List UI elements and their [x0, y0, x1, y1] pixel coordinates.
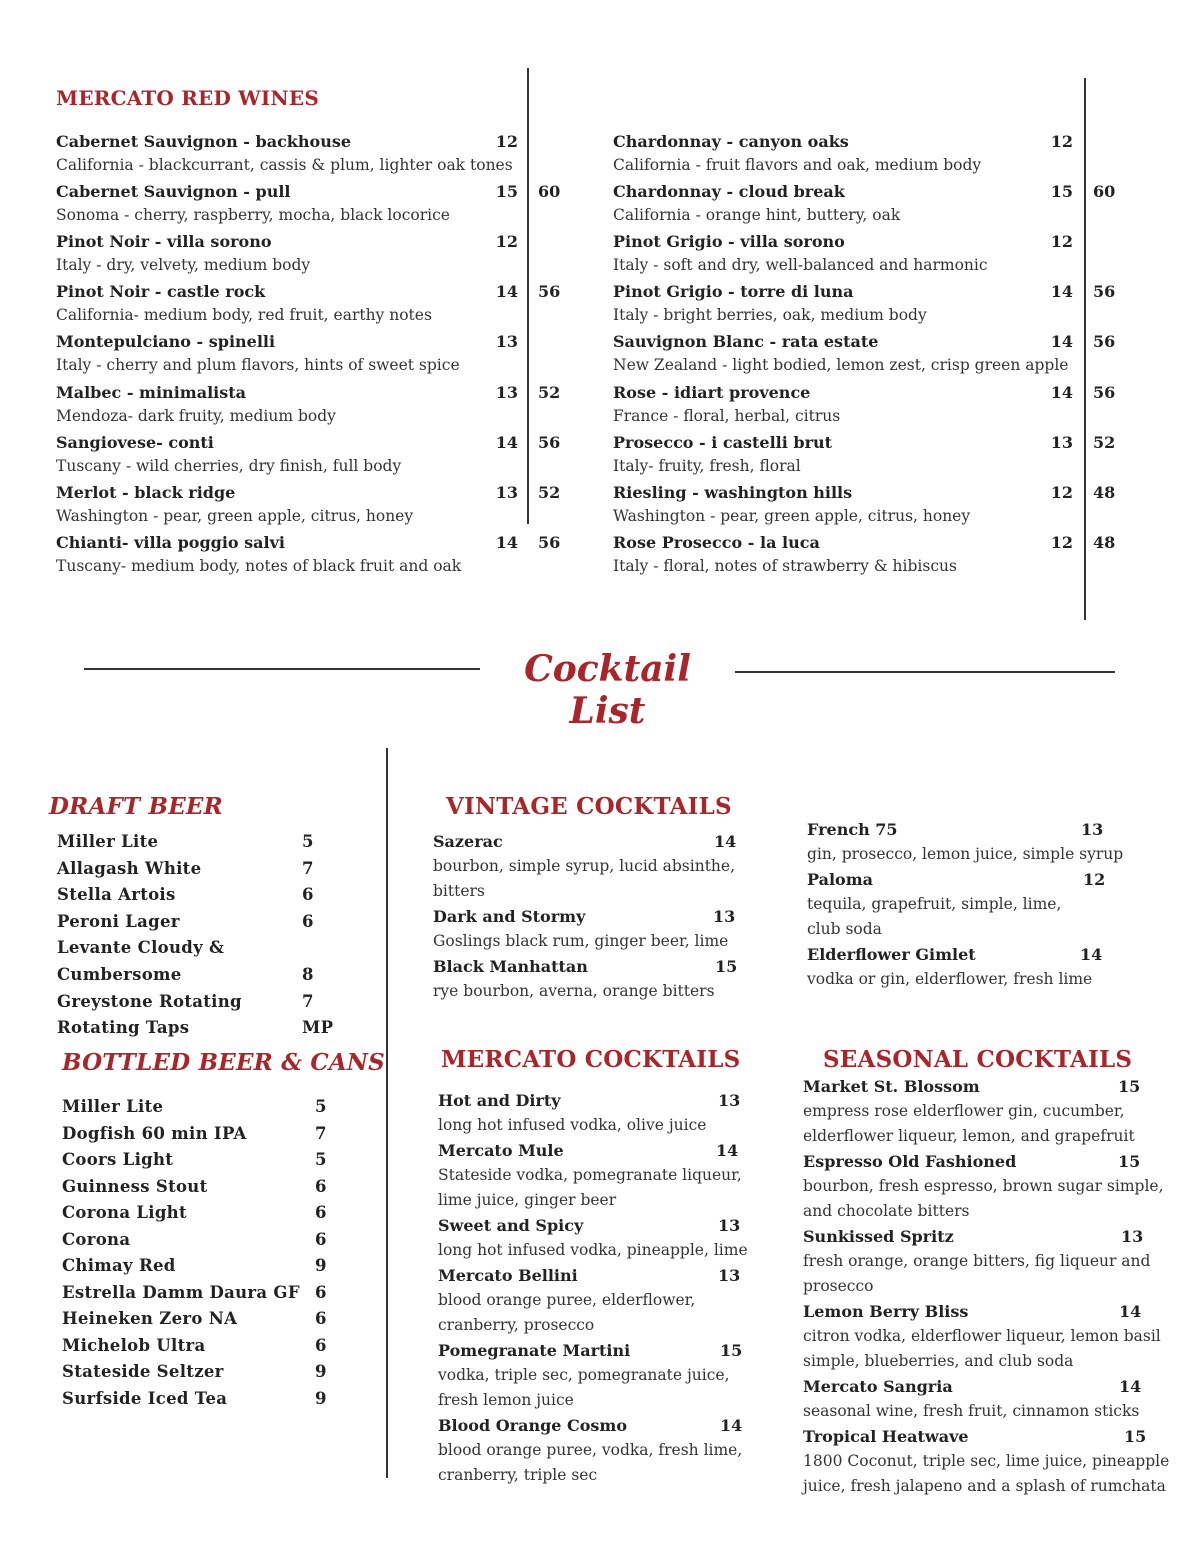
beer-name: Heineken Zero NA [62, 1309, 238, 1328]
cocktail-description: lime juice, ginger beer [438, 1191, 617, 1209]
wine-bottle-price: 48 [1093, 482, 1116, 502]
cocktail-description: bitters [433, 882, 485, 900]
wine-glass-price: 14 [1050, 332, 1073, 352]
beer-name: Miller Lite [62, 1097, 164, 1116]
wine-description: Italy - bright berries, oak, medium body [613, 306, 927, 325]
wine-description: France - floral, herbal, citrus [613, 406, 841, 425]
wine-glass-price: 13 [495, 332, 518, 352]
cocktail-description: Stateside vodka, pomegranate liqueur, [438, 1166, 742, 1184]
wine-glass-price: 14 [495, 282, 518, 302]
cocktail-name: Blood Orange Cosmo [438, 1416, 628, 1435]
wine-bottle-price: 56 [1093, 382, 1116, 402]
wine-name: Pinot Grigio - villa sorono [613, 232, 845, 252]
wine-bottle-price: 56 [1093, 332, 1116, 352]
cocktail-description: fresh orange, orange bitters, fig liqueur and [803, 1252, 1151, 1270]
cocktail-name: Sazerac [433, 832, 503, 851]
wine-glass-price: 15 [495, 182, 518, 202]
cocktail-price: 15 [715, 957, 738, 976]
wine-description: New Zealand - light bodied, lemon zest, crisp green apple [613, 356, 1069, 375]
beer-price: 6 [315, 1309, 327, 1328]
beer-name: Michelob Ultra [62, 1335, 206, 1355]
bottled-beer-title: BOTTLED BEER & CANS [62, 1049, 385, 1076]
beer-price: 9 [315, 1362, 327, 1381]
wine-name: Chardonnay - canyon oaks [613, 132, 849, 151]
mercato-cocktails-title: MERCATO COCKTAILS [441, 1046, 741, 1073]
wine-glass-price: 12 [1050, 482, 1073, 502]
wine-name: Sauvignon Blanc - rata estate [613, 332, 879, 352]
cocktail-description: vodka, triple sec, pomegranate juice, [438, 1366, 730, 1384]
wine-name: Montepulciano - spinelli [56, 332, 276, 352]
wine-glass-price: 15 [1050, 182, 1073, 202]
cocktail-price: 15 [720, 1341, 743, 1360]
beer-name: Chimay Red [62, 1256, 176, 1275]
cocktail-price: 13 [1081, 820, 1104, 839]
wine-description: Washington - pear, green apple, citrus, honey [613, 506, 971, 525]
wine-glass-price: 12 [1050, 132, 1073, 151]
beer-name: Cumbersome [57, 965, 182, 984]
red-wines-title: MERCATO RED WINES [56, 86, 319, 110]
cocktail-description: tequila, grapefruit, simple, lime, [807, 895, 1062, 913]
wine-name: Pinot Grigio - torre di luna [613, 282, 854, 302]
wine-glass-price: 12 [1050, 532, 1073, 552]
beer-name: Allagash White [57, 858, 202, 878]
cocktail-description: cranberry, triple sec [438, 1466, 598, 1484]
wine-description: Tuscany - wild cherries, dry finish, full body [56, 456, 402, 475]
beer-name: Coors Light [62, 1150, 174, 1169]
beer-price: 7 [302, 991, 314, 1011]
wine-description: Washington - pear, green apple, citrus, honey [56, 506, 414, 525]
beer-price: 6 [315, 1203, 327, 1222]
wine-glass-price: 12 [495, 232, 518, 252]
cocktail-description: bourbon, fresh espresso, brown sugar simple, [803, 1177, 1164, 1195]
cocktail-description: rye bourbon, averna, orange bitters [433, 982, 715, 1000]
wine-name: Cabernet Sauvignon - pull [56, 182, 291, 202]
wine-bottle-price: 52 [1093, 432, 1116, 452]
wine-divider-right [1084, 78, 1086, 620]
cocktail-name: Tropical Heatwave [803, 1427, 969, 1446]
beer-price: 6 [315, 1229, 327, 1249]
beer-name: Surfside Iced Tea [62, 1388, 228, 1408]
cocktail-name: Hot and Dirty [438, 1091, 561, 1110]
cocktail-name: French 75 [807, 820, 898, 839]
draft-beer-title: DRAFT BEER [49, 793, 223, 820]
cocktail-price: 14 [1119, 1302, 1142, 1321]
cocktail-description: prosecco [803, 1277, 874, 1295]
beer-price: 9 [315, 1388, 327, 1408]
cocktail-description: vodka or gin, elderflower, fresh lime [807, 970, 1093, 988]
cocktail-name: Paloma [807, 870, 874, 889]
cocktail-name: Mercato Sangria [803, 1377, 953, 1396]
cocktail-name: Pomegranate Martini [438, 1341, 631, 1360]
beer-price: 7 [302, 858, 314, 878]
wine-bottle-price: 60 [1093, 182, 1116, 202]
beer-price: 7 [315, 1123, 327, 1143]
cocktail-name: Dark and Stormy [433, 907, 586, 926]
wine-description: California - orange hint, buttery, oak [613, 206, 901, 225]
cocktail-price: 13 [1121, 1227, 1144, 1246]
wine-description: Tuscany- medium body, notes of black fruit and oak [56, 556, 462, 575]
cocktail-name: Black Manhattan [433, 957, 588, 976]
wine-name: Merlot - black ridge [56, 482, 236, 502]
cocktail-price: 14 [720, 1416, 743, 1435]
beer-name: Guinness Stout [62, 1176, 208, 1196]
cocktail-description: gin, prosecco, lemon juice, simple syrup [807, 845, 1124, 863]
cocktail-price: 14 [714, 832, 737, 851]
wine-name: Sangiovese- conti [56, 432, 214, 452]
wine-name: Rose - idiart provence [613, 382, 811, 402]
cocktail-name: Market St. Blossom [803, 1077, 980, 1096]
beer-name: Corona [62, 1229, 131, 1249]
beer-name: Estrella Damm Daura GF [62, 1282, 300, 1302]
beer-name: Stella Artois [57, 885, 176, 905]
wine-glass-price: 13 [495, 382, 518, 402]
wine-name: Pinot Noir - villa sorono [56, 232, 272, 252]
cocktail-description: juice, fresh jalapeno and a splash of rumchata [803, 1477, 1166, 1495]
beer-name: Dogfish 60 min IPA [62, 1123, 247, 1143]
beer-price: 6 [315, 1335, 327, 1355]
wine-glass-price: 14 [1050, 282, 1073, 302]
cocktail-description: and chocolate bitters [803, 1202, 970, 1220]
beer-price: MP [302, 1018, 334, 1038]
cocktail-description: bourbon, simple syrup, lucid absinthe, [433, 857, 736, 875]
beer-name: Miller Lite [57, 832, 159, 851]
cocktail-name: Sunkissed Spritz [803, 1227, 954, 1246]
cocktail-list-title: Cocktail List [524, 648, 691, 732]
vintage-cocktails-title: VINTAGE COCKTAILS [446, 793, 732, 820]
beer-name: Peroni Lager [57, 911, 180, 931]
beer-divider [386, 748, 388, 1478]
cocktail-name: Elderflower Gimlet [807, 945, 976, 964]
cocktail-description: long hot infused vodka, pineapple, lime [438, 1241, 748, 1259]
wine-description: Italy - floral, notes of strawberry & hibiscus [613, 556, 957, 575]
wine-glass-price: 14 [1050, 382, 1073, 402]
cocktail-rule-right [735, 671, 1115, 673]
wine-bottle-price: 56 [538, 532, 561, 552]
beer-price: 5 [315, 1097, 327, 1116]
cocktail-description: empress rose elderflower gin, cucumber, [803, 1102, 1125, 1120]
cocktail-price: 14 [1119, 1377, 1142, 1396]
wine-description: Italy - soft and dry, well-balanced and harmonic [613, 256, 988, 275]
wine-description: Mendoza- dark fruity, medium body [56, 406, 336, 425]
cocktail-description: citron vodka, elderflower liqueur, lemon basil [803, 1327, 1161, 1345]
wine-glass-price: 12 [1050, 232, 1073, 252]
beer-price: 6 [315, 1282, 327, 1302]
wine-bottle-price: 52 [538, 382, 561, 402]
beer-name: Rotating Taps [57, 1018, 190, 1038]
wine-name: Malbec - minimalista [56, 382, 246, 402]
cocktail-description: club soda [807, 920, 882, 938]
cocktail-price: 13 [713, 907, 736, 926]
wine-divider-left [527, 68, 529, 524]
wine-bottle-price: 52 [538, 482, 561, 502]
cocktail-description: blood orange puree, vodka, fresh lime, [438, 1441, 743, 1459]
wine-bottle-price: 56 [538, 282, 561, 302]
wine-glass-price: 12 [495, 132, 518, 151]
wine-name: Pinot Noir - castle rock [56, 282, 266, 302]
cocktail-price: 13 [718, 1216, 741, 1235]
cocktail-name: Espresso Old Fashioned [803, 1152, 1017, 1171]
beer-price: 9 [315, 1256, 327, 1275]
wine-bottle-price: 56 [1093, 282, 1116, 302]
cocktail-description: blood orange puree, elderflower, [438, 1291, 696, 1309]
cocktail-price: 15 [1118, 1077, 1141, 1096]
wine-bottle-price: 56 [538, 432, 561, 452]
wine-glass-price: 14 [495, 532, 518, 552]
beer-price: 5 [302, 832, 314, 851]
beer-name: Corona Light [62, 1203, 187, 1222]
beer-name: Levante Cloudy & [57, 938, 225, 958]
beer-name: Greystone Rotating [57, 991, 242, 1011]
cocktail-price: 13 [718, 1091, 741, 1110]
cocktail-price: 14 [716, 1141, 739, 1160]
cocktail-name: Sweet and Spicy [438, 1216, 584, 1235]
cocktail-description: fresh lemon juice [438, 1391, 574, 1409]
cocktail-description: seasonal wine, fresh fruit, cinnamon sticks [803, 1402, 1140, 1420]
wine-description: California - blackcurrant, cassis & plum, lighter oak tones [56, 156, 513, 174]
wine-glass-price: 14 [495, 432, 518, 452]
cocktail-rule-left [84, 668, 480, 670]
beer-price: 8 [302, 965, 314, 984]
cocktail-description: Goslings black rum, ginger beer, lime [433, 932, 729, 950]
wine-glass-price: 13 [1050, 432, 1073, 452]
wine-name: Chianti- villa poggio salvi [56, 532, 285, 552]
cocktail-price: 15 [1124, 1427, 1147, 1446]
wine-bottle-price: 48 [1093, 532, 1116, 552]
wine-name: Cabernet Sauvignon - backhouse [56, 132, 352, 151]
cocktail-name: Mercato Mule [438, 1141, 564, 1160]
wine-description: California - fruit flavors and oak, medium body [613, 156, 982, 174]
wine-description: Italy - dry, velvety, medium body [56, 256, 311, 275]
wine-name: Chardonnay - cloud break [613, 182, 845, 202]
cocktail-name: Lemon Berry Bliss [803, 1302, 969, 1321]
cocktail-price: 13 [718, 1266, 741, 1285]
cocktail-description: elderflower liqueur, lemon, and grapefruit [803, 1127, 1135, 1145]
beer-price: 6 [302, 911, 314, 931]
beer-price: 5 [315, 1150, 327, 1169]
wine-name: Prosecco - i castelli brut [613, 432, 833, 452]
seasonal-cocktails-title: SEASONAL COCKTAILS [823, 1046, 1133, 1073]
beer-name: Stateside Seltzer [62, 1362, 224, 1381]
wine-description: California- medium body, red fruit, earthy notes [56, 306, 432, 325]
cocktail-name: Mercato Bellini [438, 1266, 578, 1285]
cocktail-description: cranberry, prosecco [438, 1316, 595, 1334]
wine-glass-price: 13 [495, 482, 518, 502]
beer-price: 6 [302, 885, 314, 905]
wine-bottle-price: 60 [538, 182, 561, 202]
cocktail-description: 1800 Coconut, triple sec, lime juice, pineapple [803, 1452, 1170, 1470]
cocktail-price: 14 [1080, 945, 1103, 964]
cocktail-price: 15 [1118, 1152, 1141, 1171]
cocktail-description: long hot infused vodka, olive juice [438, 1116, 707, 1134]
beer-price: 6 [315, 1176, 327, 1196]
wine-name: Rose Prosecco - la luca [613, 532, 820, 552]
cocktail-description: simple, blueberries, and club soda [803, 1352, 1074, 1370]
wine-description: Sonoma - cherry, raspberry, mocha, black locorice [56, 206, 450, 225]
cocktail-price: 12 [1083, 870, 1106, 889]
wine-description: Italy - cherry and plum flavors, hints of sweet spice [56, 356, 460, 375]
wine-description: Italy- fruity, fresh, floral [613, 456, 801, 475]
wine-name: Riesling - washington hills [613, 482, 853, 502]
